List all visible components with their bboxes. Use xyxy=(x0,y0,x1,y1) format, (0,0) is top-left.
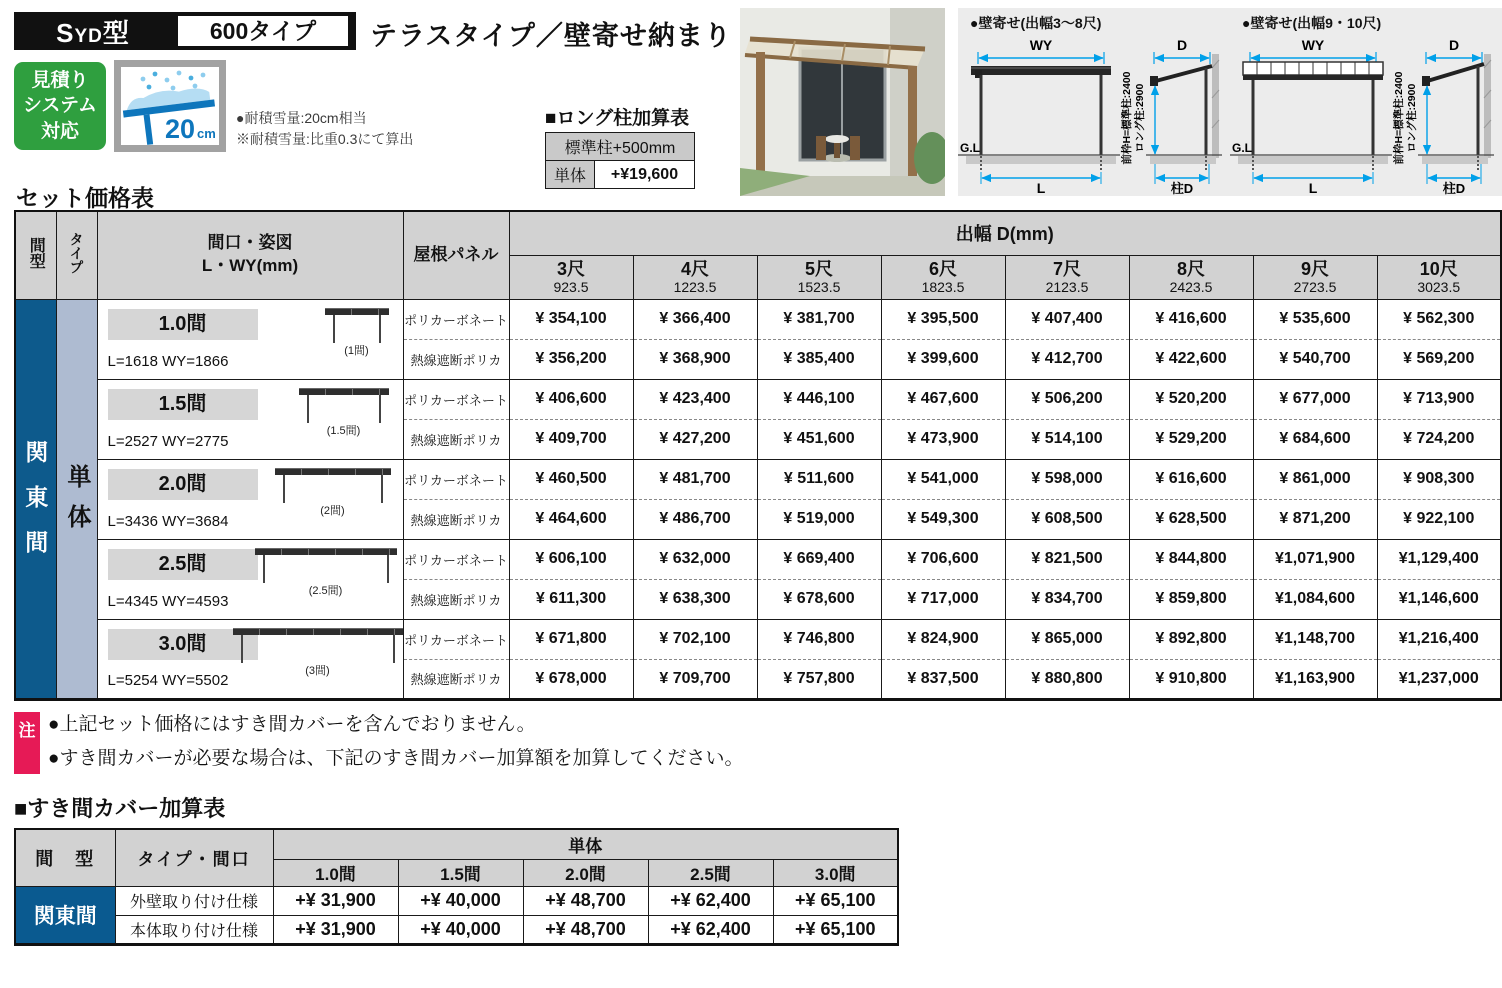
model-name: SYD型 xyxy=(56,17,130,48)
price-cell: ¥ 608,500 xyxy=(1005,499,1129,539)
estimate-system-badge xyxy=(14,62,106,150)
price-cell: ¥ 724,200 xyxy=(1377,419,1501,459)
gap-value: +¥ 62,400 xyxy=(648,915,773,944)
panel-name: 熱線遮断ポリカ xyxy=(403,339,509,379)
price-cell: ¥ 684,600 xyxy=(1253,419,1377,459)
gap-value: +¥ 31,900 xyxy=(273,915,398,944)
price-cell: ¥ 467,600 xyxy=(881,379,1005,419)
price-cell: ¥ 844,800 xyxy=(1129,539,1253,579)
page-title: テラスタイプ／壁寄せ納まり xyxy=(370,21,732,51)
col-header-4shaku: 4尺 1223.5 xyxy=(633,255,757,299)
size-label: 2.0間 xyxy=(108,469,258,500)
price-cell: ¥ 423,400 xyxy=(633,379,757,419)
type-badge: 600タイプ xyxy=(178,16,348,46)
height-note: 前枠H=標準柱:2400 xyxy=(1393,71,1405,165)
size-figure: (2.5間) xyxy=(261,548,391,598)
model-badge-bar xyxy=(14,12,356,50)
price-cell: ¥ 638,300 xyxy=(633,579,757,619)
price-cell: ¥1,146,600 xyxy=(1377,579,1501,619)
price-cell: ¥ 569,200 xyxy=(1377,339,1501,379)
price-cell: ¥ 406,600 xyxy=(509,379,633,419)
price-cell: ¥ 746,800 xyxy=(757,619,881,659)
gap-value: +¥ 48,700 xyxy=(523,915,648,944)
price-cell: ¥ 892,800 xyxy=(1129,619,1253,659)
price-cell: ¥ 535,600 xyxy=(1253,299,1377,339)
diagram-wall-9-10shaku xyxy=(1230,15,1494,196)
price-cell: ¥ 671,800 xyxy=(509,619,633,659)
panel-name: ポリカーボネート xyxy=(403,619,509,659)
price-cell: ¥ 611,300 xyxy=(509,579,633,619)
price-cell: ¥ 922,100 xyxy=(1377,499,1501,539)
price-cell: ¥ 540,700 xyxy=(1253,339,1377,379)
size-figure: (1間) xyxy=(331,308,383,358)
region-label: 関東間 xyxy=(15,299,56,699)
col-header-3shaku: 3尺 923.5 xyxy=(509,255,633,299)
price-cell: ¥ 678,600 xyxy=(757,579,881,619)
price-cell: ¥ 717,000 xyxy=(881,579,1005,619)
price-cell: ¥ 865,000 xyxy=(1005,619,1129,659)
price-cell: ¥ 678,000 xyxy=(509,659,633,699)
col-header-kata: 間型 xyxy=(15,211,56,299)
price-cell: ¥ 859,800 xyxy=(1129,579,1253,619)
set-price-table-title: セット価格表 xyxy=(16,185,154,211)
estimate-badge-line: システム xyxy=(22,95,98,117)
dim-wy: WY xyxy=(1029,37,1053,53)
price-cell: ¥1,148,700 xyxy=(1253,619,1377,659)
price-cell: ¥1,084,600 xyxy=(1253,579,1377,619)
price-cell: ¥ 356,200 xyxy=(509,339,633,379)
gap-size-col: 2.5間 xyxy=(648,859,773,886)
price-cell: ¥1,216,400 xyxy=(1377,619,1501,659)
gap-row-label: 本体取り付け仕様 xyxy=(115,915,273,944)
snow-depth-unit: cm xyxy=(197,126,216,141)
price-cell: ¥ 541,000 xyxy=(881,459,1005,499)
dim-post-d: 柱D xyxy=(1170,181,1194,196)
price-cell: ¥ 549,300 xyxy=(881,499,1005,539)
panel-name: 熱線遮断ポリカ xyxy=(403,659,509,699)
price-cell: ¥ 598,000 xyxy=(1005,459,1129,499)
size-dimensions: L=2527 WY=2775 xyxy=(107,432,229,450)
size-cell-1-5 xyxy=(97,379,403,459)
price-cell: ¥1,163,900 xyxy=(1253,659,1377,699)
price-cell: ¥ 519,000 xyxy=(757,499,881,539)
set-price-table xyxy=(14,210,1502,701)
size-cell-2-0 xyxy=(97,459,403,539)
col-header-depth: 出幅 D(mm) xyxy=(509,211,1501,255)
size-dimensions: L=3436 WY=3684 xyxy=(107,512,229,530)
size-label: 3.0間 xyxy=(108,629,258,660)
snow-note-line: ●耐積雪量:20cm相当 xyxy=(236,110,367,126)
dim-l: L xyxy=(1308,180,1318,196)
dim-post-d: 柱D xyxy=(1442,181,1466,196)
price-cell: ¥ 821,500 xyxy=(1005,539,1129,579)
dim-l: L xyxy=(1036,180,1046,196)
price-cell: ¥ 399,600 xyxy=(881,339,1005,379)
price-cell: ¥ 908,300 xyxy=(1377,459,1501,499)
price-cell: ¥ 606,100 xyxy=(509,539,633,579)
price-cell: ¥ 416,600 xyxy=(1129,299,1253,339)
ground-level-label: G.L xyxy=(960,141,980,155)
note-badge: 注 xyxy=(14,712,40,774)
long-pillar-table-title: ■ロング柱加算表 xyxy=(545,108,690,129)
price-cell: ¥ 834,700 xyxy=(1005,579,1129,619)
long-pillar-row-label: 単体 xyxy=(546,161,595,189)
price-cell: ¥ 366,400 xyxy=(633,299,757,339)
gap-col-kata: 間 型 xyxy=(15,829,115,886)
price-cell: ¥ 511,600 xyxy=(757,459,881,499)
size-figure: (2間) xyxy=(281,468,385,518)
diagram-wall-3-8shaku xyxy=(958,15,1222,196)
gap-value: +¥ 40,000 xyxy=(398,886,523,915)
price-cell: ¥ 709,700 xyxy=(633,659,757,699)
gap-size-col: 3.0間 xyxy=(773,859,898,886)
price-cell: ¥ 481,700 xyxy=(633,459,757,499)
price-cell: ¥ 910,800 xyxy=(1129,659,1253,699)
size-label: 2.5間 xyxy=(108,549,258,580)
gap-row-label: 外壁取り付け仕様 xyxy=(115,886,273,915)
price-cell: ¥ 706,600 xyxy=(881,539,1005,579)
gap-size-col: 1.5間 xyxy=(398,859,523,886)
gap-size-col: 1.0間 xyxy=(273,859,398,886)
size-label: 1.5間 xyxy=(108,389,258,420)
price-cell: ¥ 412,700 xyxy=(1005,339,1129,379)
price-cell: ¥ 368,900 xyxy=(633,339,757,379)
gap-value: +¥ 65,100 xyxy=(773,915,898,944)
price-cell: ¥ 395,500 xyxy=(881,299,1005,339)
panel-name: ポリカーボネート xyxy=(403,539,509,579)
gap-value: +¥ 62,400 xyxy=(648,886,773,915)
height-note: ロング柱:2900 xyxy=(1134,83,1146,153)
size-cell-2-5 xyxy=(97,539,403,619)
size-label: 1.0間 xyxy=(108,309,258,340)
price-cell: ¥ 451,600 xyxy=(757,419,881,459)
panel-name: 熱線遮断ポリカ xyxy=(403,419,509,459)
notes xyxy=(48,708,743,776)
col-header-8shaku: 8尺 2423.5 xyxy=(1129,255,1253,299)
price-cell: ¥ 486,700 xyxy=(633,499,757,539)
price-cell: ¥1,237,000 xyxy=(1377,659,1501,699)
price-cell: ¥ 385,400 xyxy=(757,339,881,379)
size-dimensions: L=1618 WY=1866 xyxy=(107,352,229,370)
note-line: ●上記セット価格にはすき間カバーを含んでおりません。 xyxy=(48,714,536,735)
estimate-badge-line: 見積り xyxy=(31,69,89,91)
price-cell: ¥ 669,400 xyxy=(757,539,881,579)
price-cell: ¥ 381,700 xyxy=(757,299,881,339)
size-figure: (3間) xyxy=(239,628,397,678)
price-cell: ¥ 880,800 xyxy=(1005,659,1129,699)
price-cell: ¥ 446,100 xyxy=(757,379,881,419)
price-cell: ¥ 632,000 xyxy=(633,539,757,579)
price-cell: ¥ 529,200 xyxy=(1129,419,1253,459)
dim-d: D xyxy=(1176,37,1188,53)
size-dimensions: L=5254 WY=5502 xyxy=(107,671,229,689)
estimate-badge-line: 対応 xyxy=(40,120,79,142)
price-cell: ¥ 837,500 xyxy=(881,659,1005,699)
price-cell: ¥ 354,100 xyxy=(509,299,633,339)
diagram-label: ●壁寄せ(出幅3〜8尺) xyxy=(970,15,1102,31)
price-cell: ¥ 861,000 xyxy=(1253,459,1377,499)
col-header-7shaku: 7尺 2123.5 xyxy=(1005,255,1129,299)
col-header-10shaku: 10尺 3023.5 xyxy=(1377,255,1501,299)
size-cell-3-0 xyxy=(97,619,403,699)
price-cell: ¥ 702,100 xyxy=(633,619,757,659)
gap-region-label: 関東間 xyxy=(15,886,115,944)
col-header-5shaku: 5尺 1523.5 xyxy=(757,255,881,299)
price-cell: ¥ 422,600 xyxy=(1129,339,1253,379)
gap-value: +¥ 40,000 xyxy=(398,915,523,944)
dim-wy: WY xyxy=(1301,37,1325,53)
col-header-maguchi: 間口・姿図 L・WY(mm) xyxy=(97,211,403,299)
diagram-label: ●壁寄せ(出幅9・10尺) xyxy=(1242,15,1382,31)
price-cell: ¥ 409,700 xyxy=(509,419,633,459)
note-line: ●すき間カバーが必要な場合は、下記のすき間カバー加算額を加算してください。 xyxy=(48,748,744,770)
gap-col-tantai: 単体 xyxy=(273,829,898,859)
price-cell: ¥1,129,400 xyxy=(1377,539,1501,579)
long-pillar-row-value: +¥19,600 xyxy=(595,161,695,189)
price-cell: ¥ 562,300 xyxy=(1377,299,1501,339)
price-cell: ¥ 871,200 xyxy=(1253,499,1377,539)
panel-name: 熱線遮断ポリカ xyxy=(403,579,509,619)
product-photo xyxy=(740,8,945,196)
gap-cover-table xyxy=(14,828,899,946)
price-cell: ¥ 677,000 xyxy=(1253,379,1377,419)
price-cell: ¥1,071,900 xyxy=(1253,539,1377,579)
col-header-9shaku: 9尺 2723.5 xyxy=(1253,255,1377,299)
price-cell: ¥ 713,900 xyxy=(1377,379,1501,419)
size-dimensions: L=4345 WY=4593 xyxy=(107,592,229,610)
gap-col-type: タイプ・間口 xyxy=(115,829,273,886)
col-header-6shaku: 6尺 1823.5 xyxy=(881,255,1005,299)
gap-value: +¥ 48,700 xyxy=(523,886,648,915)
price-cell: ¥ 514,100 xyxy=(1005,419,1129,459)
snow-depth-value: 20 xyxy=(165,114,196,144)
gap-value: +¥ 31,900 xyxy=(273,886,398,915)
price-cell: ¥ 506,200 xyxy=(1005,379,1129,419)
snow-note-line: ※耐積雪量:比重0.3にて算出 xyxy=(236,131,414,147)
panel-name: 熱線遮断ポリカ xyxy=(403,499,509,539)
snowflake-dots xyxy=(141,71,206,91)
price-cell: ¥ 628,500 xyxy=(1129,499,1253,539)
height-note: 前枠H=標準柱:2400 xyxy=(1121,71,1133,165)
size-cell-1-0 xyxy=(97,299,403,379)
snow-notes xyxy=(236,108,413,150)
price-cell: ¥ 824,900 xyxy=(881,619,1005,659)
price-cell: ¥ 616,600 xyxy=(1129,459,1253,499)
col-header-panel: 屋根パネル xyxy=(403,211,509,299)
dim-d: D xyxy=(1448,37,1460,53)
height-note: ロング柱:2900 xyxy=(1406,83,1418,153)
panel-name: ポリカーボネート xyxy=(403,379,509,419)
long-pillar-header: 標準柱+500mm xyxy=(546,133,695,161)
snow-load-icon xyxy=(114,60,226,152)
installation-diagrams xyxy=(958,8,1502,196)
ground-level-label: G.L xyxy=(1232,141,1252,155)
type-label: 単体 xyxy=(56,299,97,699)
col-header-type: タイプ xyxy=(56,211,97,299)
panel-name: ポリカーボネート xyxy=(403,459,509,499)
price-cell: ¥ 464,600 xyxy=(509,499,633,539)
price-cell: ¥ 427,200 xyxy=(633,419,757,459)
price-cell: ¥ 757,800 xyxy=(757,659,881,699)
gap-value: +¥ 65,100 xyxy=(773,886,898,915)
panel-name: ポリカーボネート xyxy=(403,299,509,339)
size-figure: (1.5間) xyxy=(305,388,383,438)
price-cell: ¥ 460,500 xyxy=(509,459,633,499)
gap-size-col: 2.0間 xyxy=(523,859,648,886)
price-cell: ¥ 520,200 xyxy=(1129,379,1253,419)
price-cell: ¥ 473,900 xyxy=(881,419,1005,459)
long-pillar-table xyxy=(545,132,695,189)
price-cell: ¥ 407,400 xyxy=(1005,299,1129,339)
gap-cover-table-title: ■すき間カバー加算表 xyxy=(14,796,226,821)
